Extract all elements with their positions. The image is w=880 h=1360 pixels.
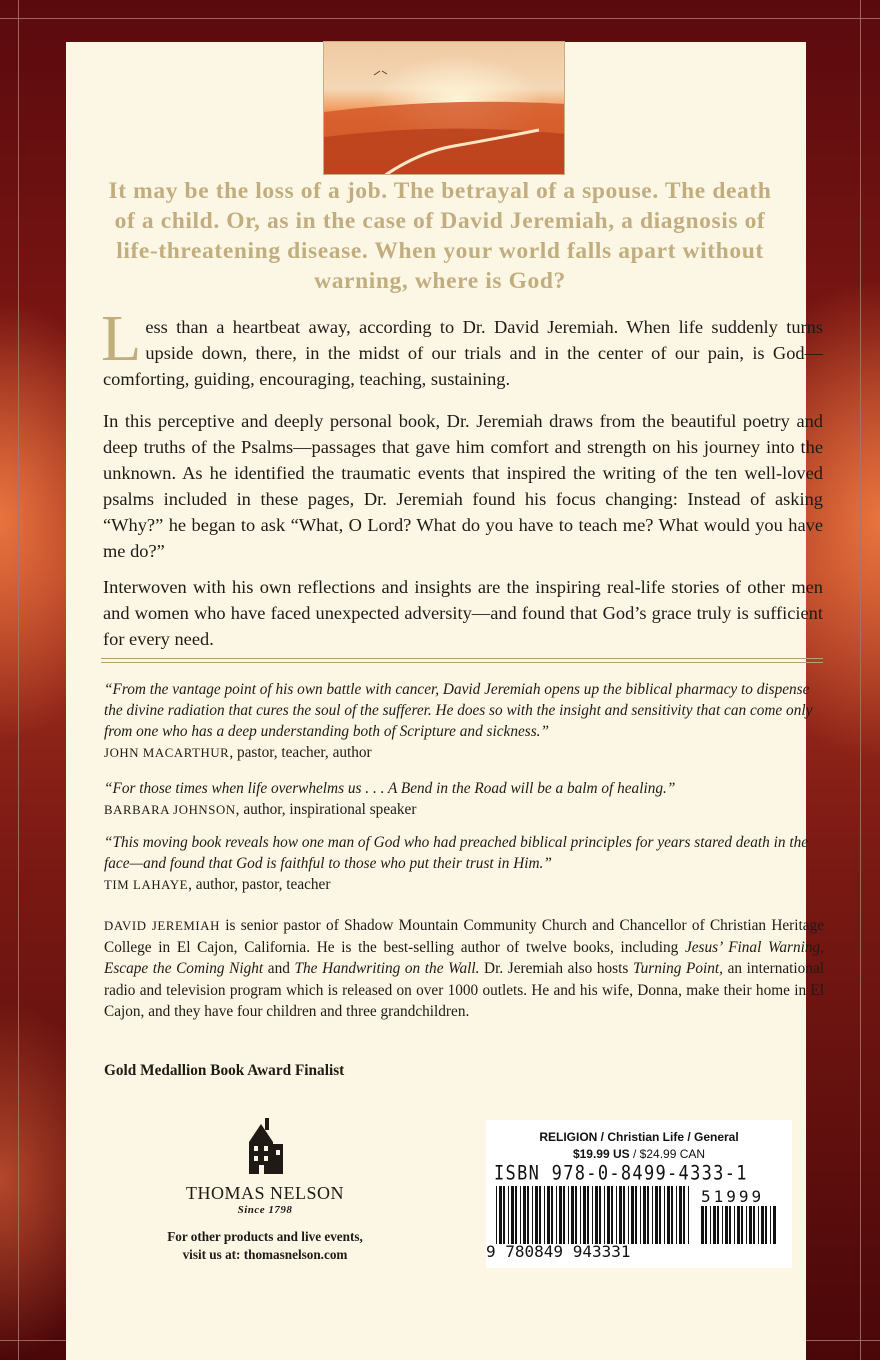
barcode-bar: [631, 1186, 634, 1244]
publisher-name: THOMAS NELSON: [185, 1183, 344, 1203]
addon-barcode-bars: [701, 1206, 781, 1244]
barcode-bar: [551, 1186, 553, 1244]
addon-barcode-bar: [753, 1206, 755, 1244]
barcode-bar: [652, 1186, 653, 1244]
barcode-bar: [575, 1186, 577, 1244]
publisher-since: Since 1798: [237, 1204, 293, 1216]
frame-line-right: [860, 0, 861, 1360]
addon-barcode-bar: [765, 1206, 767, 1244]
barcode-bar: [571, 1186, 574, 1244]
barcode-bar: [647, 1186, 649, 1244]
barcode-bar: [616, 1186, 617, 1244]
frame-line-top: [0, 18, 880, 19]
addon-barcode-bar: [749, 1206, 752, 1244]
barcode-bar: [623, 1186, 625, 1244]
addon-barcode-bar: [713, 1206, 716, 1244]
barcode-bar: [527, 1186, 529, 1244]
barcode-bar: [595, 1186, 598, 1244]
paragraph-2: In this perceptive and deeply personal book, Dr. Jeremiah draws from the beautiful poetry and deep truths of the Psalms—passages that gave him comfort and strength on his journey into the unknown. As he identified the traumatic events that inspired the writing of the ten well-loved psalms included in these pages, Dr. Jeremiah found his focus changing: Instead of asking “Why?” he began to ask “What, O Lord? What do you have to teach me? What would you have me do?”: [103, 411, 823, 561]
author-name: DAVID JEREMIAH: [104, 919, 220, 933]
barcode-price: [486, 1147, 792, 1161]
barcode-bar: [496, 1186, 497, 1244]
addon-barcode-bar: [710, 1206, 711, 1244]
bio-text-1: is senior pastor of Shadow Mountain Community Church and Chancellor of Christian Heritage College in El Cajon, California. He is the best-selling author of twelve books, including: [104, 917, 824, 957]
frame-line-left: [18, 0, 19, 1360]
barcode-bar: [635, 1186, 637, 1244]
barcode-bar: [667, 1186, 670, 1244]
endorsement-attribution-1: [104, 742, 372, 764]
barcode-bar: [515, 1186, 517, 1244]
barcode-bar: [520, 1186, 521, 1244]
barcode-bar: [556, 1186, 557, 1244]
endorsement-quote-2: “For those times when life overwhelms us . . . A Bend in the Road will be a balm of healing.”: [104, 780, 676, 797]
barcode-bar: [679, 1186, 682, 1244]
endorsement-quote-3: “This moving book reveals how one man of God who had preached biblical principles for years stared death in the face—and found that God is faithful to those who put their trust in Him.”: [104, 834, 809, 872]
endorsement-attribution-2: [104, 799, 416, 821]
barcode-bar: [511, 1186, 514, 1244]
barcode-bar: [587, 1186, 589, 1244]
barcode-isbn: ISBN 978-0-8499-4333-1: [494, 1162, 748, 1185]
bio-program-title: Turning Point,: [632, 960, 723, 978]
barcode-bar: [563, 1186, 565, 1244]
endorser-name-1: JOHN MACARTHUR: [104, 746, 230, 760]
ean-barcode-bars: [496, 1186, 696, 1244]
barcode-bar: [607, 1186, 610, 1244]
bio-book-titles: Jesus’ Final Warning, Escape the Coming Night: [104, 939, 824, 978]
barcode-bar: [559, 1186, 562, 1244]
barcode-bar: [535, 1186, 538, 1244]
barcode-price-code: 51999: [701, 1187, 765, 1206]
barcode-box: [486, 1120, 792, 1268]
barcode-bar: [659, 1186, 661, 1244]
paragraph-1: [101, 302, 823, 392]
bio-book-title-3: The Handwriting on the Wall.: [294, 960, 480, 978]
endorsement-quote-1: “From the vantage point of his own battle with cancer, David Jeremiah opens up the biblical pharmacy to dispense the divine radiation that cures the soul of the sufferer. He does so with the insight and sensitivity that can come only from one who has a deep understanding both of Scripture and sickness.”: [104, 681, 813, 740]
endorser-role-1: , pastor, teacher, author: [229, 744, 372, 761]
barcode-bar: [619, 1186, 622, 1244]
barcode-bar: [539, 1186, 541, 1244]
addon-barcode-bar: [761, 1206, 764, 1244]
house-logo-icon: [160, 1116, 370, 1181]
award-line: Gold Medallion Book Award Finalist: [104, 1062, 345, 1079]
barcode-bar: [503, 1186, 505, 1244]
price-us: $19.99 US: [572, 1147, 630, 1161]
addon-barcode-bar: [717, 1206, 719, 1244]
barcode-bar: [547, 1186, 550, 1244]
addon-barcode-bar: [734, 1206, 735, 1244]
barcode-bar: [599, 1186, 601, 1244]
headline: It may be the loss of a job. The betrayal of a spouse. The death of a child. Or, as in the case of David Jeremiah, a diagnosis of life-threatening disease. When your world falls apart without warning, where is God?: [108, 178, 772, 294]
endorser-name-2: BARBARA JOHNSON: [104, 803, 236, 817]
barcode-bar: [664, 1186, 665, 1244]
barcode-bar: [604, 1186, 605, 1244]
addon-barcode-bar: [737, 1206, 740, 1244]
bio-text-3: Dr. Jeremiah also hosts: [479, 960, 633, 978]
endorser-name-3: TIM LAHAYE: [104, 878, 189, 892]
barcode-bar: [643, 1186, 646, 1244]
barcode-bar: [568, 1186, 569, 1244]
barcode-bar: [499, 1186, 502, 1244]
endorsement-attribution-3: [104, 874, 330, 896]
barcode-bar: [523, 1186, 526, 1244]
barcode-bar: [583, 1186, 586, 1244]
bio-text-4: an international radio and television program which is released on over 1000 outlets. He and his wife, Donna, make their home in El Cajon, and they have four children and three grandchildren.: [104, 960, 824, 1020]
addon-barcode-bar: [770, 1206, 771, 1244]
visit-line-2: visit us at: thomasnelson.com: [182, 1247, 348, 1262]
drop-cap: L: [101, 302, 142, 375]
barcode-bar: [688, 1186, 689, 1244]
barcode-bar: [611, 1186, 613, 1244]
visit-line-1: For other products and live events,: [167, 1229, 363, 1244]
barcode-bar: [640, 1186, 641, 1244]
barcode-bar: [676, 1186, 677, 1244]
endorser-role-3: , author, pastor, teacher: [188, 876, 331, 893]
barcode-bar: [544, 1186, 545, 1244]
barcode-bar: [580, 1186, 581, 1244]
endorser-role-2: , author, inspirational speaker: [235, 801, 417, 818]
barcode-category: RELIGION / Christian Life / General: [539, 1130, 739, 1144]
bio-text-2: and: [263, 960, 295, 978]
publisher-visit-text: [160, 1228, 370, 1264]
addon-barcode-bar: [758, 1206, 759, 1244]
barcode-bar: [532, 1186, 533, 1244]
sunset-road-image: [323, 41, 565, 175]
price-can: / $24.99 CAN: [629, 1147, 706, 1161]
author-bio: [104, 915, 824, 1022]
addon-barcode-bar: [722, 1206, 723, 1244]
barcode-ean-number: 9 780849 943331: [486, 1242, 631, 1261]
addon-barcode-bar: [741, 1206, 743, 1244]
addon-barcode-bar: [701, 1206, 704, 1244]
divider-top: [101, 658, 823, 659]
barcode-bar: [671, 1186, 673, 1244]
paragraph-3: Interwoven with his own reflections and insights are the inspiring real-life stories of other men and women who have faced unexpected adversity—and found that God’s grace truly is sufficient for every need.: [103, 577, 823, 649]
barcode-bar: [628, 1186, 629, 1244]
addon-barcode-bar: [746, 1206, 747, 1244]
barcode-bar: [508, 1186, 509, 1244]
addon-barcode-bar: [773, 1206, 776, 1244]
barcode-bar: [592, 1186, 593, 1244]
paragraph-1-text: ess than a heartbeat away, according to Dr. David Jeremiah. When life suddenly turns upside down, there, in the midst of our trials and in the center of our pain, is God—comforting, guiding, encouraging, teaching, sustaining.: [103, 317, 823, 389]
addon-barcode-bar: [729, 1206, 731, 1244]
divider-bottom: [101, 662, 823, 663]
publisher-block: [160, 1116, 370, 1264]
barcode-bar: [683, 1186, 685, 1244]
addon-barcode-bar: [705, 1206, 707, 1244]
addon-barcode-bar: [725, 1206, 728, 1244]
barcode-bar: [655, 1186, 658, 1244]
